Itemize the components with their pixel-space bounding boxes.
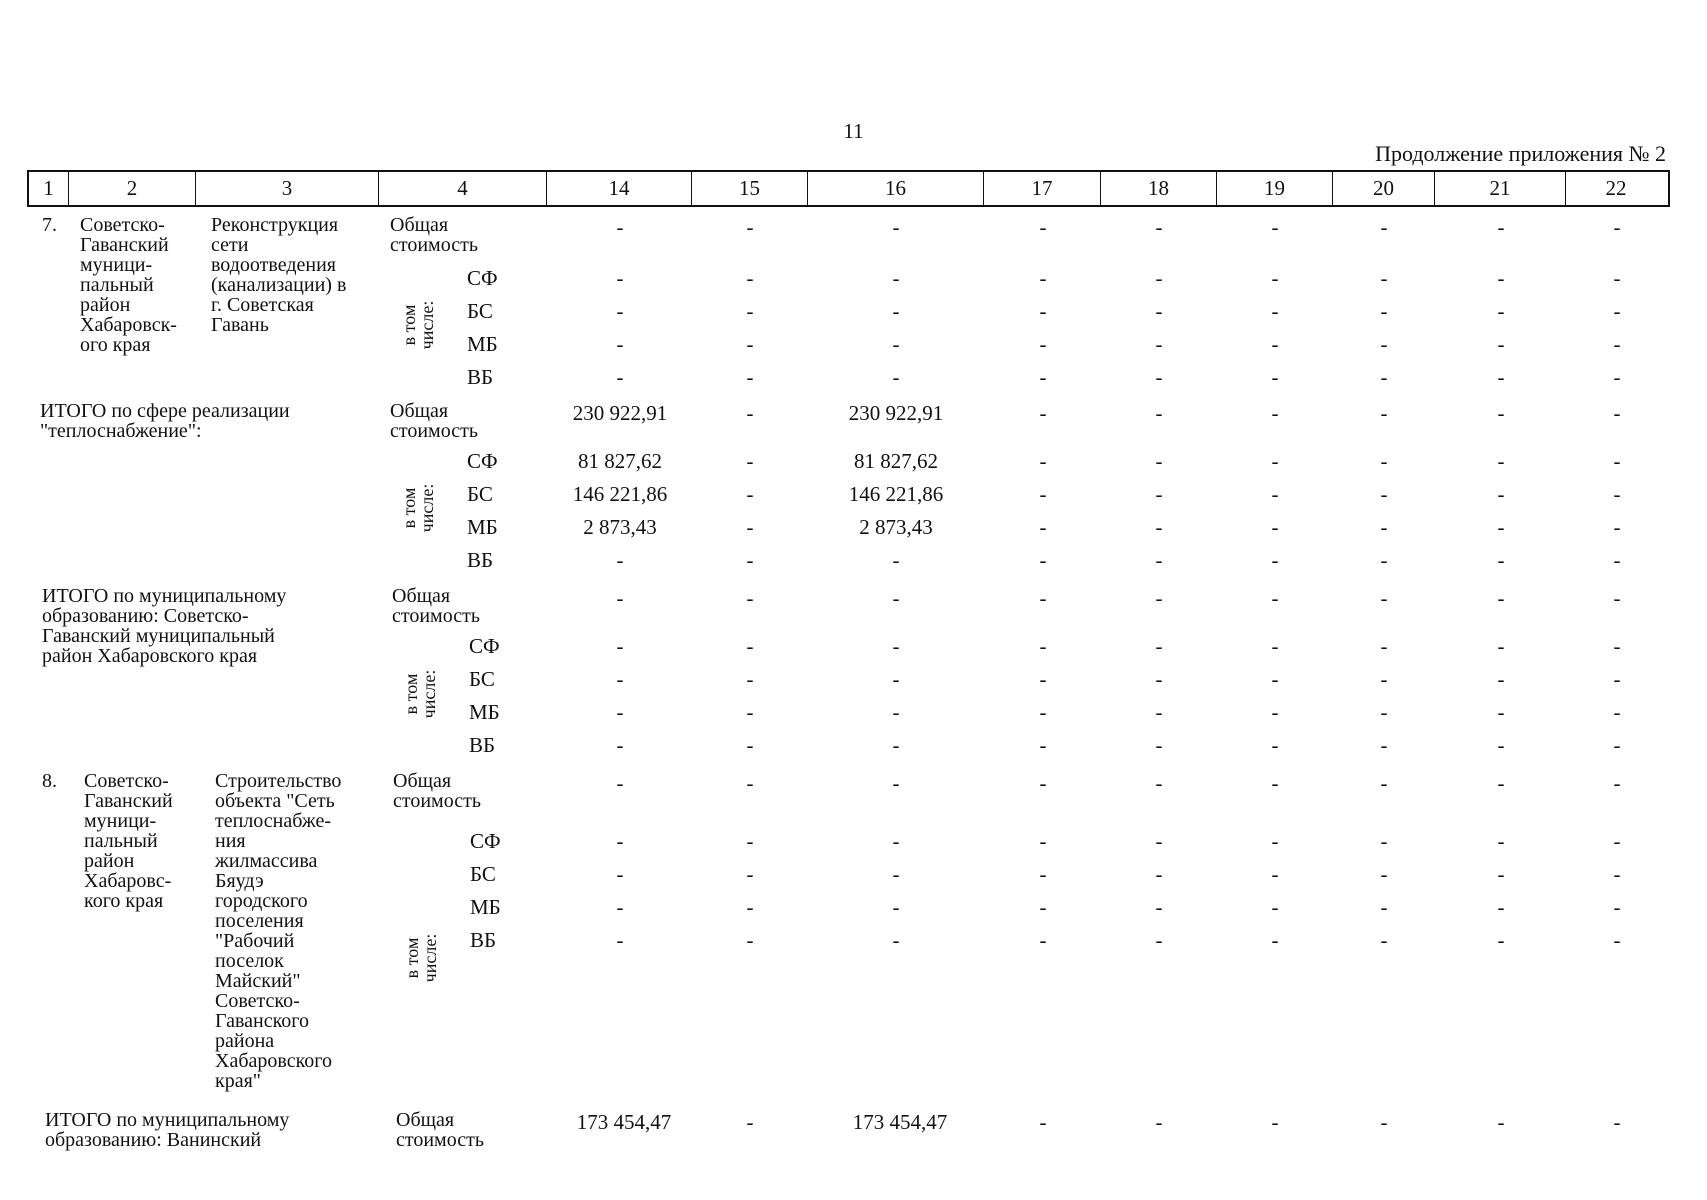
empty-cell-dash: - xyxy=(1271,928,1279,952)
total-vanino-col16: 173 454,47 xyxy=(852,1110,948,1134)
total-cost-label: Общая стоимость xyxy=(390,214,478,256)
source-bs-label: БС xyxy=(467,299,493,323)
in-that-number-label: в том числе: xyxy=(402,933,440,983)
empty-cell-dash: - xyxy=(1155,299,1163,323)
total-cost-label: Общая стоимость xyxy=(392,585,480,627)
total-vanino-label: ИТОГО по муниципальному образованию: Ванинский xyxy=(45,1109,290,1151)
table-header-row xyxy=(27,170,1670,207)
total-cost-label: Общая стоимость xyxy=(390,400,478,442)
empty-cell-dash: - xyxy=(892,667,900,691)
empty-cell-dash: - xyxy=(1271,700,1279,724)
empty-cell-dash: - xyxy=(1039,667,1047,691)
empty-cell-dash: - xyxy=(1380,482,1388,506)
empty-cell-dash: - xyxy=(892,634,900,658)
total-sovgavan-label: ИТОГО по муниципальному образованию: Советско- Гаванский муниципальный район Хабаровского края xyxy=(42,585,287,667)
source-vb-label: ВБ xyxy=(467,548,494,572)
empty-cell-dash: - xyxy=(1039,401,1047,425)
empty-cell-dash: - xyxy=(1497,895,1505,919)
empty-cell-dash: - xyxy=(1380,829,1388,853)
empty-cell-dash: - xyxy=(1380,895,1388,919)
empty-cell-dash: - xyxy=(892,771,900,795)
source-mb-label: МБ xyxy=(469,700,500,724)
empty-cell-dash: - xyxy=(1271,1110,1279,1134)
empty-cell-dash: - xyxy=(1039,862,1047,886)
municipality-name: Советско- Гаванский муници- пальный район Хабаровс- кого края xyxy=(84,770,173,912)
empty-cell-dash: - xyxy=(1380,1110,1388,1134)
empty-cell-dash: - xyxy=(1380,449,1388,473)
empty-cell-dash: - xyxy=(1613,548,1621,572)
empty-cell-dash: - xyxy=(1155,771,1163,795)
empty-cell-dash: - xyxy=(1380,332,1388,356)
source-vb-label: ВБ xyxy=(469,733,496,757)
empty-cell-dash: - xyxy=(1497,266,1505,290)
empty-cell-dash: - xyxy=(1497,862,1505,886)
empty-cell-dash: - xyxy=(1380,771,1388,795)
empty-cell-dash: - xyxy=(1271,401,1279,425)
empty-cell-dash: - xyxy=(1039,365,1047,389)
empty-cell-dash: - xyxy=(1613,634,1621,658)
total-heat-sf-col16: 81 827,62 xyxy=(854,449,938,473)
empty-cell-dash: - xyxy=(1497,667,1505,691)
total-heat-sf-col14: 81 827,62 xyxy=(578,449,662,473)
empty-cell-dash: - xyxy=(1039,928,1047,952)
empty-cell-dash: - xyxy=(746,895,754,919)
empty-cell-dash: - xyxy=(1613,829,1621,853)
empty-cell-dash: - xyxy=(746,449,754,473)
empty-cell-dash: - xyxy=(746,299,754,323)
in-that-number-label: в том числе: xyxy=(399,300,437,350)
total-heat-col16: 230 922,91 xyxy=(848,401,944,425)
empty-cell-dash: - xyxy=(1613,482,1621,506)
empty-cell-dash: - xyxy=(746,667,754,691)
empty-cell-dash: - xyxy=(1380,586,1388,610)
empty-cell-dash: - xyxy=(746,482,754,506)
empty-cell-dash: - xyxy=(892,700,900,724)
empty-cell-dash: - xyxy=(616,829,624,853)
column-header: 20 xyxy=(1333,172,1435,205)
empty-cell-dash: - xyxy=(892,365,900,389)
column-header: 21 xyxy=(1435,172,1566,205)
empty-cell-dash: - xyxy=(1155,548,1163,572)
total-heat-bs-col16: 146 221,86 xyxy=(848,482,944,506)
empty-cell-dash: - xyxy=(1497,634,1505,658)
empty-cell-dash: - xyxy=(746,771,754,795)
empty-cell-dash: - xyxy=(1039,299,1047,323)
empty-cell-dash: - xyxy=(1039,332,1047,356)
empty-cell-dash: - xyxy=(1613,266,1621,290)
empty-cell-dash: - xyxy=(1497,299,1505,323)
empty-cell-dash: - xyxy=(616,895,624,919)
empty-cell-dash: - xyxy=(1497,733,1505,757)
empty-cell-dash: - xyxy=(1497,1110,1505,1134)
continuation-label: Продолжение приложения № 2 xyxy=(1375,141,1666,166)
empty-cell-dash: - xyxy=(1155,401,1163,425)
source-sf-label: СФ xyxy=(469,634,500,658)
in-that-number-label: в том числе: xyxy=(401,669,439,719)
empty-cell-dash: - xyxy=(1380,215,1388,239)
total-heat-mb-col16: 2 873,43 xyxy=(859,515,933,539)
empty-cell-dash: - xyxy=(1155,332,1163,356)
row-number: 7. xyxy=(42,214,57,236)
empty-cell-dash: - xyxy=(1155,733,1163,757)
source-mb-label: МБ xyxy=(470,895,501,919)
empty-cell-dash: - xyxy=(1039,733,1047,757)
empty-cell-dash: - xyxy=(1271,548,1279,572)
empty-cell-dash: - xyxy=(1613,1110,1621,1134)
empty-cell-dash: - xyxy=(1497,829,1505,853)
source-sf-label: СФ xyxy=(467,266,498,290)
empty-cell-dash: - xyxy=(1380,515,1388,539)
empty-cell-dash: - xyxy=(1613,215,1621,239)
empty-cell-dash: - xyxy=(1380,401,1388,425)
total-cost-label: Общая стоимость xyxy=(396,1109,484,1151)
empty-cell-dash: - xyxy=(1613,515,1621,539)
empty-cell-dash: - xyxy=(616,771,624,795)
source-vb-label: ВБ xyxy=(470,928,497,952)
object-name: Строительство объекта "Сеть теплоснабже- ния жилмассива Бяудэ городского поселения "Рабочий поселок Майский" Советско- Гаванского района Хабаровского края" xyxy=(215,770,342,1092)
empty-cell-dash: - xyxy=(746,928,754,952)
column-header: 3 xyxy=(196,172,379,205)
column-header: 16 xyxy=(808,172,984,205)
empty-cell-dash: - xyxy=(1380,733,1388,757)
empty-cell-dash: - xyxy=(1497,332,1505,356)
empty-cell-dash: - xyxy=(616,862,624,886)
empty-cell-dash: - xyxy=(1155,365,1163,389)
empty-cell-dash: - xyxy=(616,332,624,356)
empty-cell-dash: - xyxy=(1613,700,1621,724)
in-that-number-label: в том числе: xyxy=(399,483,437,533)
empty-cell-dash: - xyxy=(1155,586,1163,610)
empty-cell-dash: - xyxy=(1039,482,1047,506)
empty-cell-dash: - xyxy=(1497,515,1505,539)
source-vb-label: ВБ xyxy=(467,365,494,389)
empty-cell-dash: - xyxy=(1613,733,1621,757)
empty-cell-dash: - xyxy=(1271,515,1279,539)
municipality-name: Советско- Гаванский муници- пальный район Хабаровск- ого края xyxy=(80,214,177,356)
empty-cell-dash: - xyxy=(616,548,624,572)
empty-cell-dash: - xyxy=(616,667,624,691)
empty-cell-dash: - xyxy=(1039,895,1047,919)
empty-cell-dash: - xyxy=(1613,299,1621,323)
empty-cell-dash: - xyxy=(1271,215,1279,239)
source-mb-label: МБ xyxy=(467,332,498,356)
empty-cell-dash: - xyxy=(1155,634,1163,658)
empty-cell-dash: - xyxy=(1613,586,1621,610)
empty-cell-dash: - xyxy=(1155,895,1163,919)
empty-cell-dash: - xyxy=(746,266,754,290)
empty-cell-dash: - xyxy=(892,299,900,323)
total-heat-label: ИТОГО по сфере реализации "теплоснабжение": xyxy=(40,400,290,442)
empty-cell-dash: - xyxy=(1380,700,1388,724)
empty-cell-dash: - xyxy=(1497,700,1505,724)
column-header: 2 xyxy=(69,172,196,205)
empty-cell-dash: - xyxy=(1497,771,1505,795)
object-name: Реконструкция сети водоотведения (канализации) в г. Советская Гавань xyxy=(211,214,347,336)
empty-cell-dash: - xyxy=(746,215,754,239)
source-sf-label: СФ xyxy=(467,449,498,473)
empty-cell-dash: - xyxy=(1039,548,1047,572)
empty-cell-dash: - xyxy=(1271,895,1279,919)
source-mb-label: МБ xyxy=(467,515,498,539)
source-bs-label: БС xyxy=(470,862,496,886)
empty-cell-dash: - xyxy=(1271,449,1279,473)
column-header: 15 xyxy=(692,172,808,205)
column-header: 19 xyxy=(1217,172,1333,205)
empty-cell-dash: - xyxy=(1380,365,1388,389)
empty-cell-dash: - xyxy=(1380,548,1388,572)
empty-cell-dash: - xyxy=(1271,586,1279,610)
empty-cell-dash: - xyxy=(1155,266,1163,290)
empty-cell-dash: - xyxy=(1271,299,1279,323)
empty-cell-dash: - xyxy=(1271,667,1279,691)
total-heat-mb-col14: 2 873,43 xyxy=(583,515,657,539)
source-sf-label: СФ xyxy=(470,829,501,853)
empty-cell-dash: - xyxy=(1155,667,1163,691)
empty-cell-dash: - xyxy=(892,266,900,290)
empty-cell-dash: - xyxy=(616,733,624,757)
empty-cell-dash: - xyxy=(1271,266,1279,290)
empty-cell-dash: - xyxy=(616,928,624,952)
empty-cell-dash: - xyxy=(1155,515,1163,539)
empty-cell-dash: - xyxy=(1039,215,1047,239)
empty-cell-dash: - xyxy=(746,515,754,539)
empty-cell-dash: - xyxy=(892,548,900,572)
empty-cell-dash: - xyxy=(1039,1110,1047,1134)
empty-cell-dash: - xyxy=(1271,862,1279,886)
empty-cell-dash: - xyxy=(1039,266,1047,290)
page-number: 11 xyxy=(843,119,864,143)
empty-cell-dash: - xyxy=(1271,332,1279,356)
empty-cell-dash: - xyxy=(1039,829,1047,853)
empty-cell-dash: - xyxy=(1613,667,1621,691)
empty-cell-dash: - xyxy=(746,862,754,886)
empty-cell-dash: - xyxy=(616,586,624,610)
empty-cell-dash: - xyxy=(1497,548,1505,572)
empty-cell-dash: - xyxy=(1613,401,1621,425)
empty-cell-dash: - xyxy=(746,401,754,425)
empty-cell-dash: - xyxy=(1039,586,1047,610)
column-header: 4 xyxy=(379,172,547,205)
empty-cell-dash: - xyxy=(1380,299,1388,323)
empty-cell-dash: - xyxy=(892,332,900,356)
empty-cell-dash: - xyxy=(1497,365,1505,389)
column-header: 14 xyxy=(547,172,692,205)
empty-cell-dash: - xyxy=(1039,634,1047,658)
empty-cell-dash: - xyxy=(616,700,624,724)
empty-cell-dash: - xyxy=(1497,449,1505,473)
empty-cell-dash: - xyxy=(1613,928,1621,952)
empty-cell-dash: - xyxy=(1155,829,1163,853)
empty-cell-dash: - xyxy=(1613,449,1621,473)
total-heat-col14: 230 922,91 xyxy=(572,401,668,425)
empty-cell-dash: - xyxy=(1497,215,1505,239)
empty-cell-dash: - xyxy=(616,215,624,239)
empty-cell-dash: - xyxy=(1155,928,1163,952)
empty-cell-dash: - xyxy=(1497,928,1505,952)
column-header: 17 xyxy=(984,172,1101,205)
total-heat-bs-col14: 146 221,86 xyxy=(572,482,668,506)
empty-cell-dash: - xyxy=(616,299,624,323)
source-bs-label: БС xyxy=(467,482,493,506)
empty-cell-dash: - xyxy=(1613,332,1621,356)
empty-cell-dash: - xyxy=(1155,482,1163,506)
empty-cell-dash: - xyxy=(1271,771,1279,795)
empty-cell-dash: - xyxy=(1380,862,1388,886)
column-header: 22 xyxy=(1605,176,1627,200)
empty-cell-dash: - xyxy=(1039,771,1047,795)
empty-cell-dash: - xyxy=(1613,895,1621,919)
total-cost-label: Общая стоимость xyxy=(393,770,481,812)
empty-cell-dash: - xyxy=(1271,365,1279,389)
total-vanino-col14: 173 454,47 xyxy=(576,1110,672,1134)
empty-cell-dash: - xyxy=(892,895,900,919)
empty-cell-dash: - xyxy=(616,365,624,389)
empty-cell-dash: - xyxy=(746,332,754,356)
column-header: 1 xyxy=(29,172,69,205)
source-bs-label: БС xyxy=(469,667,495,691)
empty-cell-dash: - xyxy=(1380,634,1388,658)
empty-cell-dash: - xyxy=(746,700,754,724)
empty-cell-dash: - xyxy=(1613,862,1621,886)
empty-cell-dash: - xyxy=(1155,700,1163,724)
empty-cell-dash: - xyxy=(892,862,900,886)
empty-cell-dash: - xyxy=(746,365,754,389)
empty-cell-dash: - xyxy=(746,829,754,853)
empty-cell-dash: - xyxy=(1271,733,1279,757)
empty-cell-dash: - xyxy=(1613,365,1621,389)
empty-cell-dash: - xyxy=(1039,515,1047,539)
empty-cell-dash: - xyxy=(616,266,624,290)
empty-cell-dash: - xyxy=(746,634,754,658)
empty-cell-dash: - xyxy=(746,1110,754,1134)
empty-cell-dash: - xyxy=(1497,401,1505,425)
empty-cell-dash: - xyxy=(892,586,900,610)
empty-cell-dash: - xyxy=(1155,215,1163,239)
empty-cell-dash: - xyxy=(892,928,900,952)
empty-cell-dash: - xyxy=(1271,482,1279,506)
empty-cell-dash: - xyxy=(1497,586,1505,610)
empty-cell-dash: - xyxy=(1039,700,1047,724)
empty-cell-dash: - xyxy=(1039,449,1047,473)
empty-cell-dash: - xyxy=(1497,482,1505,506)
empty-cell-dash: - xyxy=(746,733,754,757)
empty-cell-dash: - xyxy=(892,829,900,853)
column-header: 18 xyxy=(1101,172,1217,205)
empty-cell-dash: - xyxy=(1155,1110,1163,1134)
empty-cell-dash: - xyxy=(892,215,900,239)
empty-cell-dash: - xyxy=(746,548,754,572)
empty-cell-dash: - xyxy=(1155,449,1163,473)
empty-cell-dash: - xyxy=(1271,829,1279,853)
empty-cell-dash: - xyxy=(616,634,624,658)
empty-cell-dash: - xyxy=(1380,667,1388,691)
empty-cell-dash: - xyxy=(746,586,754,610)
row-number: 8. xyxy=(42,770,57,792)
empty-cell-dash: - xyxy=(892,733,900,757)
empty-cell-dash: - xyxy=(1380,266,1388,290)
empty-cell-dash: - xyxy=(1613,771,1621,795)
empty-cell-dash: - xyxy=(1380,928,1388,952)
empty-cell-dash: - xyxy=(1155,862,1163,886)
empty-cell-dash: - xyxy=(1271,634,1279,658)
